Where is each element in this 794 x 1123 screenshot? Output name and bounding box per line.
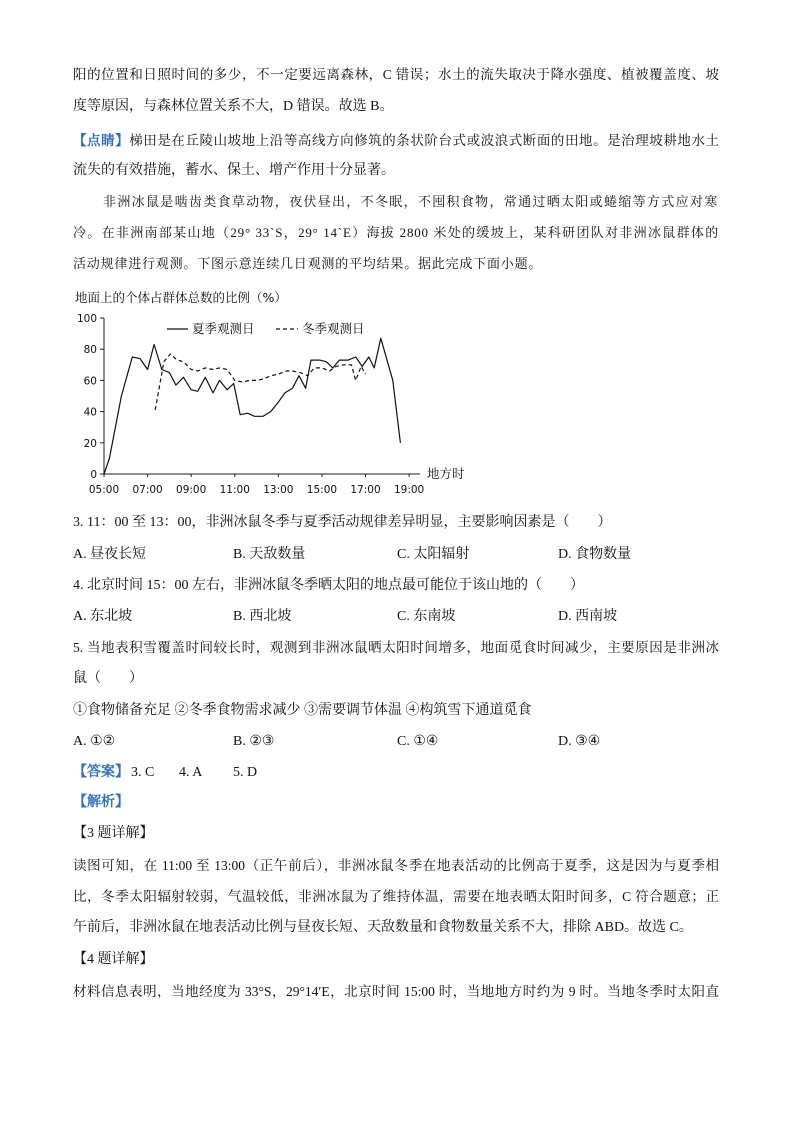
analysis-line: 午前后，非洲冰鼠在地表活动比例与昼夜长短、天敌数量和食物数量关系不大，排除 ABD。故选 C。	[73, 920, 693, 935]
material-line: 活动规律进行观测。下图示意连续几日观测的平均结果。据此完成下面小题。	[73, 256, 543, 271]
option-d: D. ③④	[558, 734, 601, 749]
paragraph-line: 阳的位置和日照时间的多少，不一定要远离森林，C 错误；水土的流失取决于降水强度、植被覆盖度、坡	[73, 67, 719, 82]
x-tick-label: 15:00	[306, 484, 338, 496]
series-line-summer	[104, 338, 400, 474]
analysis-label: 【解析】	[73, 795, 129, 810]
option-a: A. 东北坡	[73, 609, 133, 624]
activity-line-chart	[60, 285, 480, 500]
answer-row	[0, 763, 794, 783]
question-statements: ①食物储备充足 ②冬季食物需求减少 ③需要调节体温 ④构筑雪下通道觅食	[73, 703, 532, 718]
section-heading: 【3 题详解】	[73, 826, 154, 841]
option-d: D. 食物数量	[558, 547, 632, 562]
answer-item: 3. C	[131, 765, 155, 780]
question-stem: 鼠（ ）	[73, 671, 143, 686]
analysis-line: 读图可知，在 11:00 至 13:00（正午前后），非洲冰鼠冬季在地表活动的比例高于夏季，这是因为与夏季相	[73, 858, 719, 873]
legend-label-winter: 冬季观测日	[302, 321, 365, 336]
option-row	[0, 545, 794, 565]
option-a: A. ①②	[73, 734, 116, 749]
y-tick-label: 20	[83, 437, 97, 450]
option-a: A. 昼夜长短	[73, 547, 147, 562]
analysis-line: 材料信息表明，当地经度为 33°S，29°14′E，北京时间 15:00 时，当地地方时约为 9 时。当地冬季时太阳直	[73, 984, 719, 999]
option-b: B. 西北坡	[233, 609, 292, 624]
x-tick-label: 11:00	[219, 484, 250, 496]
y-tick-label: 60	[83, 375, 97, 388]
y-tick-label: 40	[83, 406, 97, 419]
x-tick-label: 07:00	[132, 484, 163, 496]
answer-item: 4. A	[179, 765, 203, 780]
tip-label: 【点睛】	[73, 133, 130, 148]
y-axis-title: 地面上的个体占群体总数的比例（%）	[75, 290, 287, 305]
legend-label-summer: 夏季观测日	[192, 321, 255, 336]
tip-line	[73, 131, 719, 151]
x-tick-label: 09:00	[176, 484, 207, 496]
option-d: D. 西南坡	[558, 609, 618, 624]
option-row	[0, 607, 794, 627]
x-tick-label: 13:00	[263, 484, 294, 496]
material-line: 冷。在非洲南部某山地（29° 33`S，29° 14`E）海拔 2800 米处的缓坡上，某科研团队对非洲冰鼠群体的	[73, 225, 719, 240]
paragraph-line: 度等原因，与森林位置关系不大，D 错误。故选 B。	[73, 99, 394, 114]
option-b: B. ②③	[233, 734, 275, 749]
x-tick-label: 19:00	[393, 484, 425, 496]
legend	[167, 321, 365, 336]
tip-line: 流失的有效措施，蓄水、保土、增产作用十分显著。	[73, 163, 395, 178]
analysis-line: 比，冬季太阳辐射较弱，气温较低，非洲冰鼠为了维持体温，需要在地表晒太阳时间多，C 符合题意；正	[73, 889, 719, 904]
tip-text: 梯田是在丘陵山坡地上沿等高线方向修筑的条状阶台式或波浪式断面的田地。是治理坡耕地水土	[129, 133, 719, 148]
option-c: C. 太阳辐射	[397, 547, 470, 562]
option-b: B. 天敌数量	[233, 547, 306, 562]
answer-label: 【答案】	[73, 765, 129, 780]
section-heading: 【4 题详解】	[73, 952, 154, 967]
option-row	[0, 732, 794, 752]
y-tick-label: 80	[83, 344, 97, 357]
x-tick-label: 05:00	[88, 484, 120, 496]
x-tick-label: 17:00	[350, 484, 381, 496]
question-stem: 5. 当地表积雪覆盖时间较长时，观测到非洲冰鼠晒太阳时间增多，地面觅食时间减少，主要原因是非洲冰	[73, 640, 719, 655]
option-c: C. 东南坡	[397, 609, 456, 624]
x-axis-title: 地方时	[427, 466, 465, 481]
option-c: C. ①④	[397, 734, 439, 749]
y-tick-label: 100	[76, 313, 97, 325]
question-stem: 4. 北京时间 15：00 左右，非洲冰鼠冬季晒太阳的地点最可能位于该山地的（ ）	[73, 578, 584, 593]
material-line: 非洲冰鼠是啮齿类食草动物，夜伏昼出，不冬眠，不囤积食物，常通过晒太阳或蜷缩等方式应对寒	[103, 194, 718, 209]
answer-item: 5. D	[233, 765, 258, 780]
question-stem: 3. 11：00 至 13：00，非洲冰鼠冬季与夏季活动规律差异明显，主要影响因素是（ ）	[73, 515, 612, 530]
y-tick-label: 0	[90, 469, 97, 481]
